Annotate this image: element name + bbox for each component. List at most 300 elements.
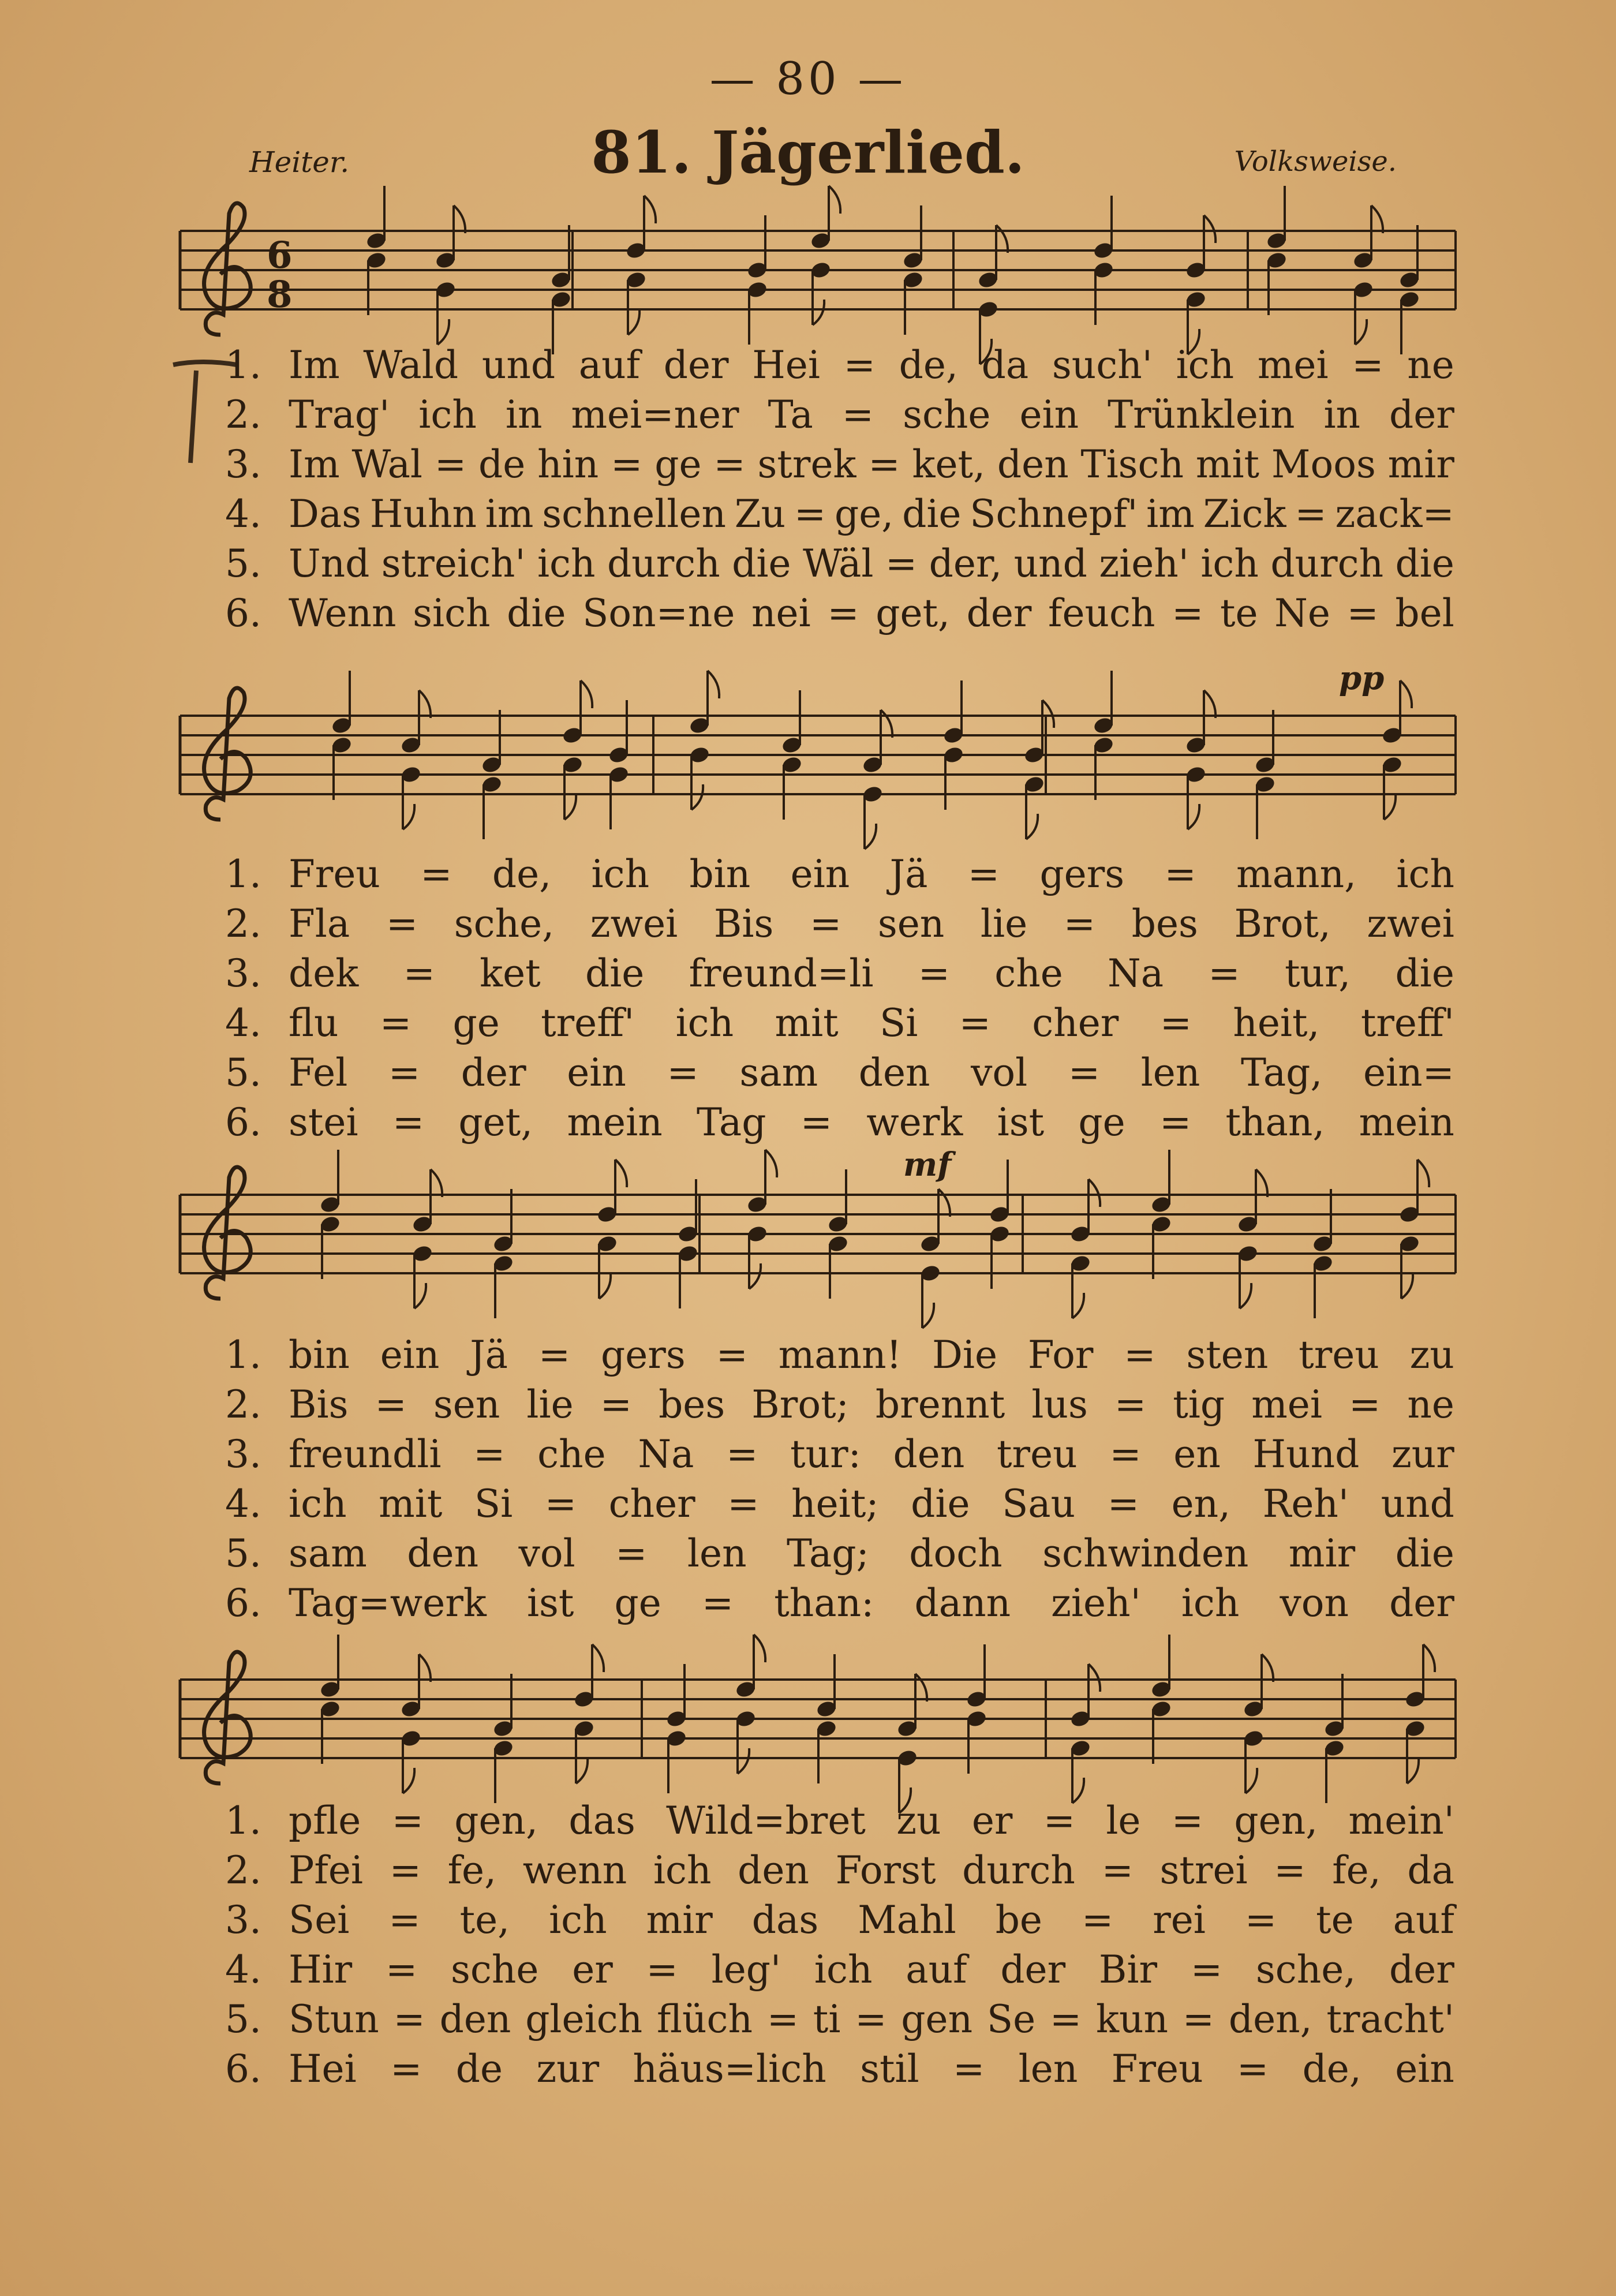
syllable: = xyxy=(1352,343,1384,387)
verse-number: 3. xyxy=(225,951,261,996)
syllable: = xyxy=(1208,951,1240,996)
syllable: durch xyxy=(1270,541,1384,586)
syllable: sche, xyxy=(1255,1947,1356,1992)
syllable: Na xyxy=(638,1432,694,1476)
syllable: brennt xyxy=(875,1382,1005,1427)
syllable: im xyxy=(485,492,534,536)
syllable: feuch xyxy=(1048,591,1155,635)
verse-syllables xyxy=(289,1380,1454,1430)
syllable: = xyxy=(727,1482,760,1526)
verse-number: 1. xyxy=(225,1798,261,1843)
syllable: gen, xyxy=(454,1798,538,1843)
syllable: vol xyxy=(518,1531,575,1576)
syllable: de, xyxy=(492,852,552,896)
syllable: mir xyxy=(1387,442,1454,487)
syllable: den xyxy=(997,442,1069,487)
verse-syllables xyxy=(289,1529,1454,1579)
syllable: nei xyxy=(751,591,811,635)
syllable: ein xyxy=(567,1050,626,1095)
syllable: er xyxy=(572,1947,613,1992)
syllable: ge xyxy=(614,1581,661,1625)
syllable: te xyxy=(1220,591,1258,635)
syllable: Huhn xyxy=(369,492,477,536)
syllable: die xyxy=(732,541,791,586)
syllable: Sei xyxy=(289,1898,350,1942)
syllable: = xyxy=(386,902,418,946)
syllable: treu xyxy=(997,1432,1078,1476)
syllable: da xyxy=(1407,1848,1454,1893)
syllable: = xyxy=(1049,1997,1082,2041)
syllable: Im xyxy=(289,343,340,387)
syllable: der xyxy=(1389,1947,1454,1992)
svg-text:6: 6 xyxy=(267,234,293,277)
syllable: = xyxy=(388,1898,421,1942)
song-source: Volksweise. xyxy=(1234,145,1397,178)
verse-number: 1. xyxy=(225,1333,261,1377)
syllable: = xyxy=(1114,1382,1147,1427)
syllable: ge xyxy=(654,442,702,487)
verse-syllables xyxy=(289,949,1454,999)
syllable: = xyxy=(1244,1898,1277,1942)
syllable: Forst xyxy=(835,1848,936,1893)
syllable: ich xyxy=(653,1848,712,1893)
verse-syllables xyxy=(289,539,1454,589)
syllable: rei xyxy=(1153,1898,1206,1942)
syllable: lie xyxy=(980,902,1028,946)
syllable: = xyxy=(1101,1848,1134,1893)
syllable: tur: xyxy=(790,1432,861,1476)
syllable: und xyxy=(1013,541,1087,586)
music-staff-3 xyxy=(180,1154,1462,1304)
syllable: che xyxy=(994,951,1063,996)
syllable: bin xyxy=(289,1333,350,1377)
verse-syllables xyxy=(289,1098,1454,1147)
syllable: = xyxy=(1159,1100,1192,1145)
syllable: = xyxy=(1346,591,1379,635)
syllable: len xyxy=(687,1531,747,1576)
syllable: = xyxy=(600,1382,633,1427)
syllable: Wald xyxy=(363,343,459,387)
syllable: = xyxy=(1081,1898,1114,1942)
verse-line xyxy=(225,1048,1454,1098)
verse-number: 2. xyxy=(225,902,261,946)
verse-syllables xyxy=(289,1430,1454,1479)
syllable: ich xyxy=(814,1947,873,1992)
syllable: gleich xyxy=(525,1997,643,2041)
syllable: Wild=bret xyxy=(666,1798,866,1843)
syllable: wenn xyxy=(522,1848,627,1893)
syllable: mein xyxy=(567,1100,663,1145)
syllable: da xyxy=(981,343,1029,387)
syllable: Fel xyxy=(289,1050,348,1095)
syllable: = xyxy=(766,1997,799,2041)
verse-number: 2. xyxy=(225,1848,261,1893)
syllable: Bis xyxy=(289,1382,349,1427)
syllable: = xyxy=(1107,1482,1140,1526)
syllable: in xyxy=(1323,392,1361,437)
syllable: den xyxy=(893,1432,965,1476)
syllable: Ne xyxy=(1274,591,1330,635)
syllable: flüch xyxy=(656,1997,753,2041)
syllable: gers xyxy=(1039,852,1125,896)
verse-number: 1. xyxy=(225,343,261,387)
verse-line xyxy=(225,1330,1454,1380)
syllable: be xyxy=(995,1898,1042,1942)
syllable: = xyxy=(918,951,951,996)
verse-number: 6. xyxy=(225,1581,261,1625)
syllable: ich xyxy=(591,852,650,896)
syllable: sam xyxy=(739,1050,818,1095)
syllable: che xyxy=(537,1432,606,1476)
syllable: such' xyxy=(1052,343,1153,387)
syllable: = xyxy=(726,1432,758,1476)
verse-line xyxy=(225,1945,1454,1995)
syllable: = xyxy=(1159,1001,1192,1045)
syllable: stil xyxy=(860,2047,919,2091)
syllable: den, xyxy=(1228,1997,1312,2041)
syllable: hin xyxy=(537,442,599,487)
syllable: Das xyxy=(289,492,362,536)
syllable: en, xyxy=(1171,1482,1231,1526)
syllable: ein xyxy=(1019,392,1079,437)
verse-block-3 xyxy=(225,1330,1454,1628)
syllable: zwei xyxy=(1367,902,1454,946)
syllable: Die xyxy=(932,1333,998,1377)
verse-syllables xyxy=(289,899,1454,949)
syllable: der xyxy=(1389,392,1454,437)
verse-syllables xyxy=(289,999,1454,1048)
syllable: Tag=werk xyxy=(289,1581,487,1625)
syllable: zieh' xyxy=(1051,1581,1141,1625)
syllable: freundli xyxy=(289,1432,442,1476)
syllable: Hei xyxy=(289,2047,357,2091)
syllable: de xyxy=(455,2047,503,2091)
syllable: te, xyxy=(459,1898,510,1942)
syllable: = xyxy=(1274,1848,1306,1893)
syllable: ne xyxy=(1407,1382,1454,1427)
verse-line xyxy=(225,1846,1454,1895)
syllable: von xyxy=(1280,1581,1349,1625)
syllable: freund=li xyxy=(689,951,874,996)
syllable: = xyxy=(1043,1798,1076,1843)
syllable: = xyxy=(388,1050,421,1095)
verse-number: 6. xyxy=(225,1100,261,1145)
verse-number: 3. xyxy=(225,1898,261,1942)
verse-line xyxy=(225,850,1454,899)
syllable: sam xyxy=(289,1531,367,1576)
music-staff-1 xyxy=(180,190,1462,341)
syllable: le xyxy=(1106,1798,1141,1843)
syllable: streich' xyxy=(381,541,526,586)
syllable: heit; xyxy=(791,1482,879,1526)
syllable: = xyxy=(827,591,859,635)
syllable: ich xyxy=(418,392,477,437)
syllable: treff' xyxy=(1360,1001,1454,1045)
syllable: = xyxy=(379,1001,412,1045)
syllable: ein xyxy=(380,1333,440,1377)
syllable: len xyxy=(1140,1050,1200,1095)
syllable: Jä xyxy=(470,1333,508,1377)
verse-number: 3. xyxy=(225,1432,261,1476)
syllable: Sau xyxy=(1002,1482,1076,1526)
syllable: Trünklein xyxy=(1108,392,1295,437)
syllable: sche xyxy=(451,1947,539,1992)
syllable: Si xyxy=(474,1482,513,1526)
song-title: 81. Jägerlied. xyxy=(591,118,1025,186)
syllable: = xyxy=(794,492,826,536)
syllable: Si xyxy=(880,1001,918,1045)
syllable: sen xyxy=(877,902,945,946)
syllable: Na xyxy=(1108,951,1164,996)
syllable: = xyxy=(1182,1997,1215,2041)
syllable: = xyxy=(1295,492,1327,536)
verse-number: 4. xyxy=(225,492,261,536)
syllable: de xyxy=(478,442,526,487)
verse-number: 5. xyxy=(225,1050,261,1095)
verse-syllables xyxy=(289,1796,1454,1846)
syllable: der xyxy=(966,591,1032,635)
syllable: = xyxy=(538,1333,571,1377)
syllable: = xyxy=(393,1997,425,2041)
syllable: der xyxy=(663,343,729,387)
syllable: = xyxy=(667,1050,699,1095)
syllable: than, xyxy=(1225,1100,1325,1145)
syllable: Wenn xyxy=(289,591,396,635)
syllable: die xyxy=(902,492,962,536)
syllable: = xyxy=(868,442,900,487)
syllable: = xyxy=(1109,1432,1142,1476)
verse-line xyxy=(225,1529,1454,1579)
syllable: sten xyxy=(1186,1333,1269,1377)
syllable: = xyxy=(615,1531,648,1576)
verse-syllables xyxy=(289,341,1454,390)
syllable: die xyxy=(1395,541,1454,586)
syllable: Freu xyxy=(1111,2047,1203,2091)
syllable: Tag, xyxy=(1240,1050,1323,1095)
syllable: mit xyxy=(379,1482,443,1526)
verse-block-1 xyxy=(225,341,1454,638)
syllable: pfle xyxy=(289,1798,361,1843)
syllable: mir xyxy=(1288,1531,1356,1576)
syllable: = xyxy=(1236,2047,1269,2091)
syllable: der xyxy=(1000,1947,1066,1992)
syllable: = xyxy=(843,343,876,387)
syllable: = xyxy=(953,2047,985,2091)
syllable: Moos xyxy=(1271,442,1376,487)
syllable: Stun xyxy=(289,1997,379,2041)
syllable: Brot; xyxy=(751,1382,849,1427)
verse-line xyxy=(225,1995,1454,2044)
syllable: schwinden xyxy=(1042,1531,1249,1576)
syllable: ich xyxy=(537,541,596,586)
dynamic-mf: mf xyxy=(903,1146,952,1184)
syllable: zur xyxy=(536,2047,600,2091)
verse-line xyxy=(225,539,1454,589)
syllable: = xyxy=(434,442,467,487)
syllable: bin xyxy=(689,852,751,896)
syllable: mann, xyxy=(1236,852,1357,896)
syllable: ich xyxy=(289,1482,347,1526)
verse-line xyxy=(225,1479,1454,1529)
syllable: mei xyxy=(1251,1382,1322,1427)
verse-syllables xyxy=(289,1945,1454,1995)
syllable: strei xyxy=(1159,1848,1248,1893)
syllable: fe, xyxy=(1332,1848,1381,1893)
syllable: ge xyxy=(1078,1100,1125,1145)
syllable: = xyxy=(389,1848,421,1893)
syllable: = xyxy=(701,1581,734,1625)
syllable: zieh' xyxy=(1099,541,1189,586)
syllable: de, xyxy=(1302,2047,1361,2091)
syllable: sich xyxy=(413,591,491,635)
syllable: ket, xyxy=(912,442,986,487)
syllable: ein= xyxy=(1363,1050,1454,1095)
syllable: Hund xyxy=(1252,1432,1360,1476)
syllable: Wäl xyxy=(802,541,874,586)
syllable: = xyxy=(392,1100,425,1145)
verse-line xyxy=(225,440,1454,489)
verse-syllables xyxy=(289,850,1454,899)
syllable: ge, xyxy=(835,492,894,536)
syllable: im xyxy=(1146,492,1195,536)
syllable: tracht' xyxy=(1326,1997,1454,2041)
syllable: zur xyxy=(1391,1432,1454,1476)
syllable: sche xyxy=(903,392,991,437)
syllable: und xyxy=(481,343,556,387)
syllable: = xyxy=(544,1482,577,1526)
syllable: auf xyxy=(578,343,641,387)
syllable: den xyxy=(439,1997,511,2041)
verse-number: 5. xyxy=(225,1997,261,2041)
syllable: = xyxy=(1171,1798,1204,1843)
verse-number: 3. xyxy=(225,442,261,487)
verse-syllables xyxy=(289,489,1454,539)
syllable: Reh' xyxy=(1262,1482,1349,1526)
syllable: ich xyxy=(1176,343,1235,387)
syllable: = xyxy=(1190,1947,1223,1992)
syllable: = xyxy=(885,541,918,586)
syllable: strek xyxy=(757,442,856,487)
verse-number: 1. xyxy=(225,852,261,896)
verse-line xyxy=(225,2044,1454,2094)
syllable: = xyxy=(855,1997,887,2041)
syllable: Bir xyxy=(1098,1947,1158,1992)
syllable: vol xyxy=(971,1050,1028,1095)
verse-block-4 xyxy=(225,1796,1454,2094)
verse-syllables xyxy=(289,1330,1454,1380)
verse-number: 5. xyxy=(225,541,261,586)
verse-block-2 xyxy=(225,850,1454,1147)
syllable: tig xyxy=(1173,1382,1225,1427)
syllable: der, xyxy=(929,541,1002,586)
syllable: = xyxy=(391,1798,424,1843)
verse-line xyxy=(225,999,1454,1048)
verse-number: 4. xyxy=(225,1947,261,1992)
syllable: = xyxy=(420,852,452,896)
syllable: ti xyxy=(813,1997,841,2041)
syllable: treu xyxy=(1299,1333,1379,1377)
syllable: Tag; xyxy=(787,1531,869,1576)
syllable: ein xyxy=(1395,2047,1454,2091)
syllable: häus=lich xyxy=(633,2047,826,2091)
syllable: Ta xyxy=(768,392,813,437)
syllable: ich xyxy=(549,1898,607,1942)
syllable: lus xyxy=(1031,1382,1088,1427)
syllable: mit xyxy=(1195,442,1260,487)
syllable: = xyxy=(385,1947,418,1992)
verse-line xyxy=(225,1796,1454,1846)
syllable: den xyxy=(407,1531,479,1576)
syllable: sche, xyxy=(454,902,555,946)
syllable: schnellen xyxy=(542,492,726,536)
syllable: die xyxy=(585,951,645,996)
syllable: Wal xyxy=(351,442,423,487)
verse-syllables xyxy=(289,390,1454,440)
syllable: treff' xyxy=(541,1001,635,1045)
syllable: Im xyxy=(289,442,340,487)
syllable: Zu xyxy=(734,492,786,536)
tempo-marking: Heiter. xyxy=(249,145,350,179)
syllable: zwei xyxy=(590,902,678,946)
syllable: zu xyxy=(1409,1333,1454,1377)
syllable: kun xyxy=(1096,1997,1169,2041)
syllable: mei=ner xyxy=(571,392,739,437)
syllable: bel xyxy=(1395,591,1454,635)
syllable: = xyxy=(841,392,874,437)
syllable: auf xyxy=(1393,1898,1454,1942)
syllable: Jä xyxy=(889,852,928,896)
syllable: auf xyxy=(906,1947,967,1992)
syllable: der xyxy=(461,1050,526,1095)
syllable: stei xyxy=(289,1100,358,1145)
verse-syllables xyxy=(289,2044,1454,2094)
syllable: mein xyxy=(1359,1100,1454,1145)
page-number: — 80 — xyxy=(709,53,907,105)
syllable: = xyxy=(1164,852,1196,896)
verse-number: 6. xyxy=(225,591,261,635)
syllable: For xyxy=(1027,1333,1094,1377)
syllable: = xyxy=(611,442,643,487)
syllable: er xyxy=(971,1798,1013,1843)
syllable: ich xyxy=(675,1001,734,1045)
syllable: = xyxy=(713,442,746,487)
syllable: dek xyxy=(289,951,359,996)
syllable: ge xyxy=(452,1001,500,1045)
syllable: = xyxy=(390,2047,422,2091)
verse-number: 2. xyxy=(225,1382,261,1427)
verse-syllables xyxy=(289,1846,1454,1895)
syllable: = xyxy=(1172,591,1204,635)
syllable: = xyxy=(716,1333,748,1377)
syllable: bes xyxy=(1131,902,1198,946)
syllable: en xyxy=(1173,1432,1221,1476)
syllable: zu xyxy=(896,1798,941,1843)
syllable: heit, xyxy=(1233,1001,1320,1045)
syllable: die xyxy=(507,591,566,635)
syllable: die xyxy=(911,1482,970,1526)
svg-text:8: 8 xyxy=(267,273,293,316)
verse-line xyxy=(225,1098,1454,1147)
syllable: dann xyxy=(914,1581,1011,1625)
dynamic-pp: pp xyxy=(1339,659,1385,697)
syllable: fe, xyxy=(447,1848,497,1893)
verse-number: 4. xyxy=(225,1482,261,1526)
syllable: Zick xyxy=(1203,492,1286,536)
syllable: durch xyxy=(607,541,720,586)
syllable: than: xyxy=(774,1581,874,1625)
verse-line xyxy=(225,1895,1454,1945)
music-staff-4 xyxy=(180,1639,1462,1789)
